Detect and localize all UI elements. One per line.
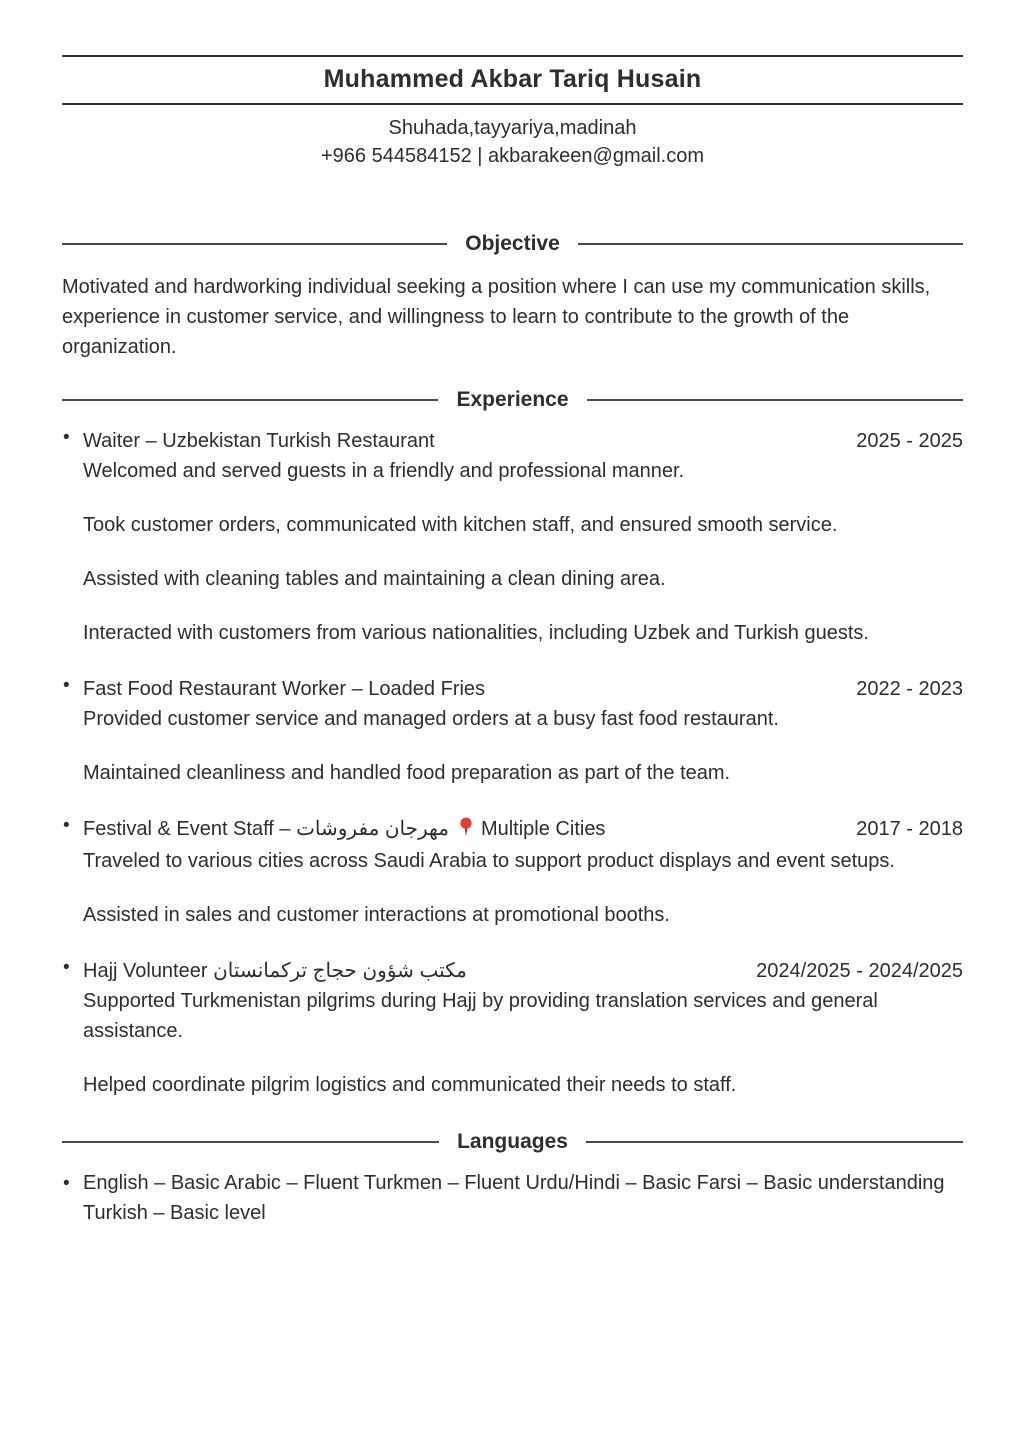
experience-item-festival-staff [62,814,963,930]
heading-rule-left [62,243,447,245]
contact-block [62,114,963,170]
job-detail: Provided customer service and managed orders at a busy fast food restaurant. [83,708,779,730]
job-header [83,674,963,704]
heading-rule-right [586,1141,963,1143]
job-detail: Welcomed and served guests in a friendly and professional manner. [83,460,685,482]
job-detail: Interacted with customers from various nationalities, including Uzbek and Turkish guests. [83,622,869,644]
job-title-location: Multiple Cities [480,818,606,840]
address-line: Shuhada,tayyariya,madinah [388,117,637,139]
job-title-text: Festival & Event Staff – مهرجان مفروشات [83,818,449,840]
languages-text: • English – Basic Arabic – Fluent Turkmen – Fluent Urdu/Hindi – Basic Farsi – Basic understanding Turkish – Basic level [62,1168,963,1228]
section-heading-languages [62,1130,963,1154]
job-header [83,426,963,456]
job-title: • Waiter – Uzbekistan Turkish Restaurant [83,430,435,452]
name-header [62,55,963,105]
section-heading-objective [62,232,963,256]
job-detail: Assisted with cleaning tables and maintaining a clean dining area. [83,568,666,590]
phone-email-line: +966 544584152 | akbarakeen@gmail.com [321,145,704,167]
experience-item-hajj-volunteer [62,956,963,1100]
job-title: • Hajj Volunteer مكتب شؤون حجاج تركمانستان [83,960,467,982]
section-heading-experience [62,388,963,412]
job-dates: 2017 - 2018 [856,818,963,840]
job-detail: Traveled to various cities across Saudi Arabia to support product displays and event setups. [83,850,895,872]
heading-rule-left [62,1141,439,1143]
job-detail: Took customer orders, communicated with kitchen staff, and ensured smooth service. [83,514,838,536]
experience-item-fast-food [62,674,963,788]
job-detail: Assisted in sales and customer interactions at promotional booths. [83,904,670,926]
heading-rule-left [62,399,438,401]
job-dates: 2024/2025 - 2024/2025 [756,960,963,982]
location-pin-icon [459,816,473,846]
job-dates: 2022 - 2023 [856,678,963,700]
job-detail: Maintained cleanliness and handled food preparation as part of the team. [83,762,731,784]
heading-rule-right [578,243,963,245]
heading-rule-right [587,399,963,401]
job-header [83,956,963,986]
experience-heading-label: Experience [456,388,569,411]
job-header [83,814,963,846]
job-detail: Supported Turkmenistan pilgrims during Hajj by providing translation services and general assistance. [83,990,878,1042]
job-dates: 2025 - 2025 [856,430,963,452]
job-detail: Helped coordinate pilgrim logistics and communicated their needs to staff. [83,1074,737,1096]
objective-text: Motivated and hardworking individual seeking a position where I can use my communication skills, experience in customer service, and willingness to learn to contribute to the growth of the organization. [62,276,931,358]
experience-item-waiter [62,426,963,648]
job-title [83,814,605,846]
candidate-name: Muhammed Akbar Tariq Husain [323,65,702,93]
languages-heading-label: Languages [457,1130,568,1153]
experience-list [62,426,963,1100]
job-title: • Fast Food Restaurant Worker – Loaded Fries [83,678,486,700]
objective-heading-label: Objective [465,232,560,255]
